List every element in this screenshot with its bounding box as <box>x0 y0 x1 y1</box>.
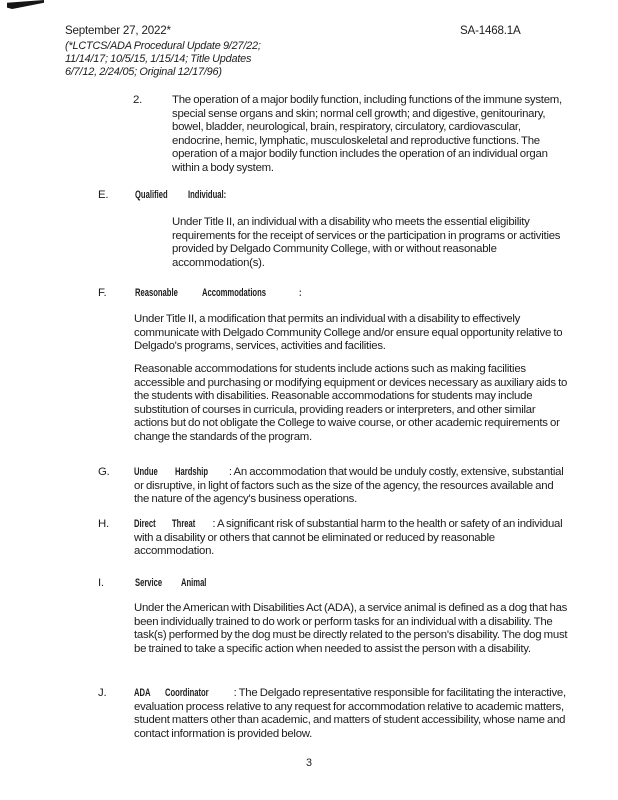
term-word: Threat <box>172 518 196 530</box>
list-item-text: The operation of a major bodily function, including functions of the immune system, special sense organs and skin; normal cell growth; and digestive, genitourinary, bowel, bladder, neurological, brain, respiratory, circulatory, cardiovascular, endocrine, hemic, lymphatic, musculoskeletal and reproductive functions. The operation of a major bodily function includes the operation of an individual organ within a body system. <box>172 94 562 174</box>
revision-note-line: 6/7/12, 2/24/05; Original 12/17/96) <box>65 66 222 78</box>
section-text: : An accommodation that would be unduly costly, extensive, substantial or disruptive, in light of factors such as the size of the agency, the resources available and the nature of the agency's business operations. <box>134 466 564 505</box>
section-f-heading <box>0 287 618 303</box>
section-g <box>0 466 618 507</box>
term-word: Qualified <box>135 189 168 201</box>
revision-note <box>65 40 325 79</box>
section-e-paragraph: Under Title II, an individual with a disability who meets the essential eligibility requirements for the receipt of services or the participation in programs or activities provided by Delgado Community College, with or without reasonable accommodation(s). <box>172 216 561 269</box>
section-letter: G. <box>98 466 110 478</box>
page-number: 3 <box>305 757 312 769</box>
list-item-2 <box>0 94 618 175</box>
term-word: ADA <box>134 687 151 699</box>
section-term <box>135 189 618 203</box>
section-h-body <box>134 518 568 559</box>
section-g-body <box>134 466 568 507</box>
section-letter: J. <box>98 687 107 699</box>
term-word: Undue <box>134 466 158 478</box>
section-h <box>0 518 618 559</box>
term-word: Individual: <box>188 189 227 201</box>
section-term <box>135 577 618 591</box>
term-word: Reasonable <box>135 287 178 299</box>
term-word: Service <box>135 577 163 589</box>
term-colon: : <box>299 287 302 299</box>
section-text: : A significant risk of substantial harm to the health or safety of an individual with a disability or others that cannot be eliminated or reduced by reasonable accommodation. <box>134 518 563 557</box>
term-word: Animal <box>180 577 207 589</box>
section-text: : The Delgado representative responsible for facilitating the interactive, evaluation process relative to any request for accommodation relative to academic matters, student matters other than academic, and matters of student accessibility, whose name and contact information is provided below. <box>134 687 566 740</box>
document-number: SA-1468.1A <box>460 24 521 37</box>
section-j-body <box>134 687 568 741</box>
scan-artifact-mark <box>7 0 44 9</box>
section-letter: I. <box>98 577 104 589</box>
term-word: Direct <box>134 518 156 530</box>
section-term <box>135 287 618 301</box>
section-i-paragraph: Under the American with Disabilities Act (ADA), a service animal is defined as a dog that has been individually trained to do work or perform tasks for an individual with a disability. The task(s) performed by the dog must be directly related to the person's disability. The dog must be trained to take a specific action when needed to assist the person with a disability. <box>134 602 568 655</box>
term-word: Coordinator <box>164 687 209 699</box>
revision-note-line: (*LCTCS/ADA Procedural Update 9/27/22; <box>65 40 261 52</box>
section-letter: H. <box>98 518 109 530</box>
revision-note-line: 11/14/17; 10/5/15, 1/15/14; Title Updates <box>65 53 252 65</box>
header-date: September 27, 2022* <box>65 24 171 37</box>
section-j <box>0 687 618 741</box>
section-e-heading <box>0 189 618 205</box>
section-i-heading <box>0 577 618 593</box>
section-letter: F. <box>98 287 107 299</box>
section-f-paragraph-2: Reasonable accommodations for students include actions such as making facilities accessible and purchasing or modifying equipment or devices necessary as auxiliary aids to the students with disabilities. Reasonable accommodations for students may include substitution of courses in curricula, providing readers or interpreters, and other similar actions but do not obligate the College to waive course, or other academic requirements or change the standards of the program. <box>134 363 568 443</box>
list-item-number: 2. <box>133 94 142 106</box>
section-f-paragraph-1: Under Title II, a modification that permits an individual with a disability to effectively communicate with Delgado Community College and/or ensure equal opportunity relative to Delgado's programs, services, activities and facilities. <box>134 313 563 352</box>
section-letter: E. <box>98 189 109 201</box>
term-word: Accommodations <box>202 287 267 299</box>
term-word: Hardship <box>174 466 209 478</box>
